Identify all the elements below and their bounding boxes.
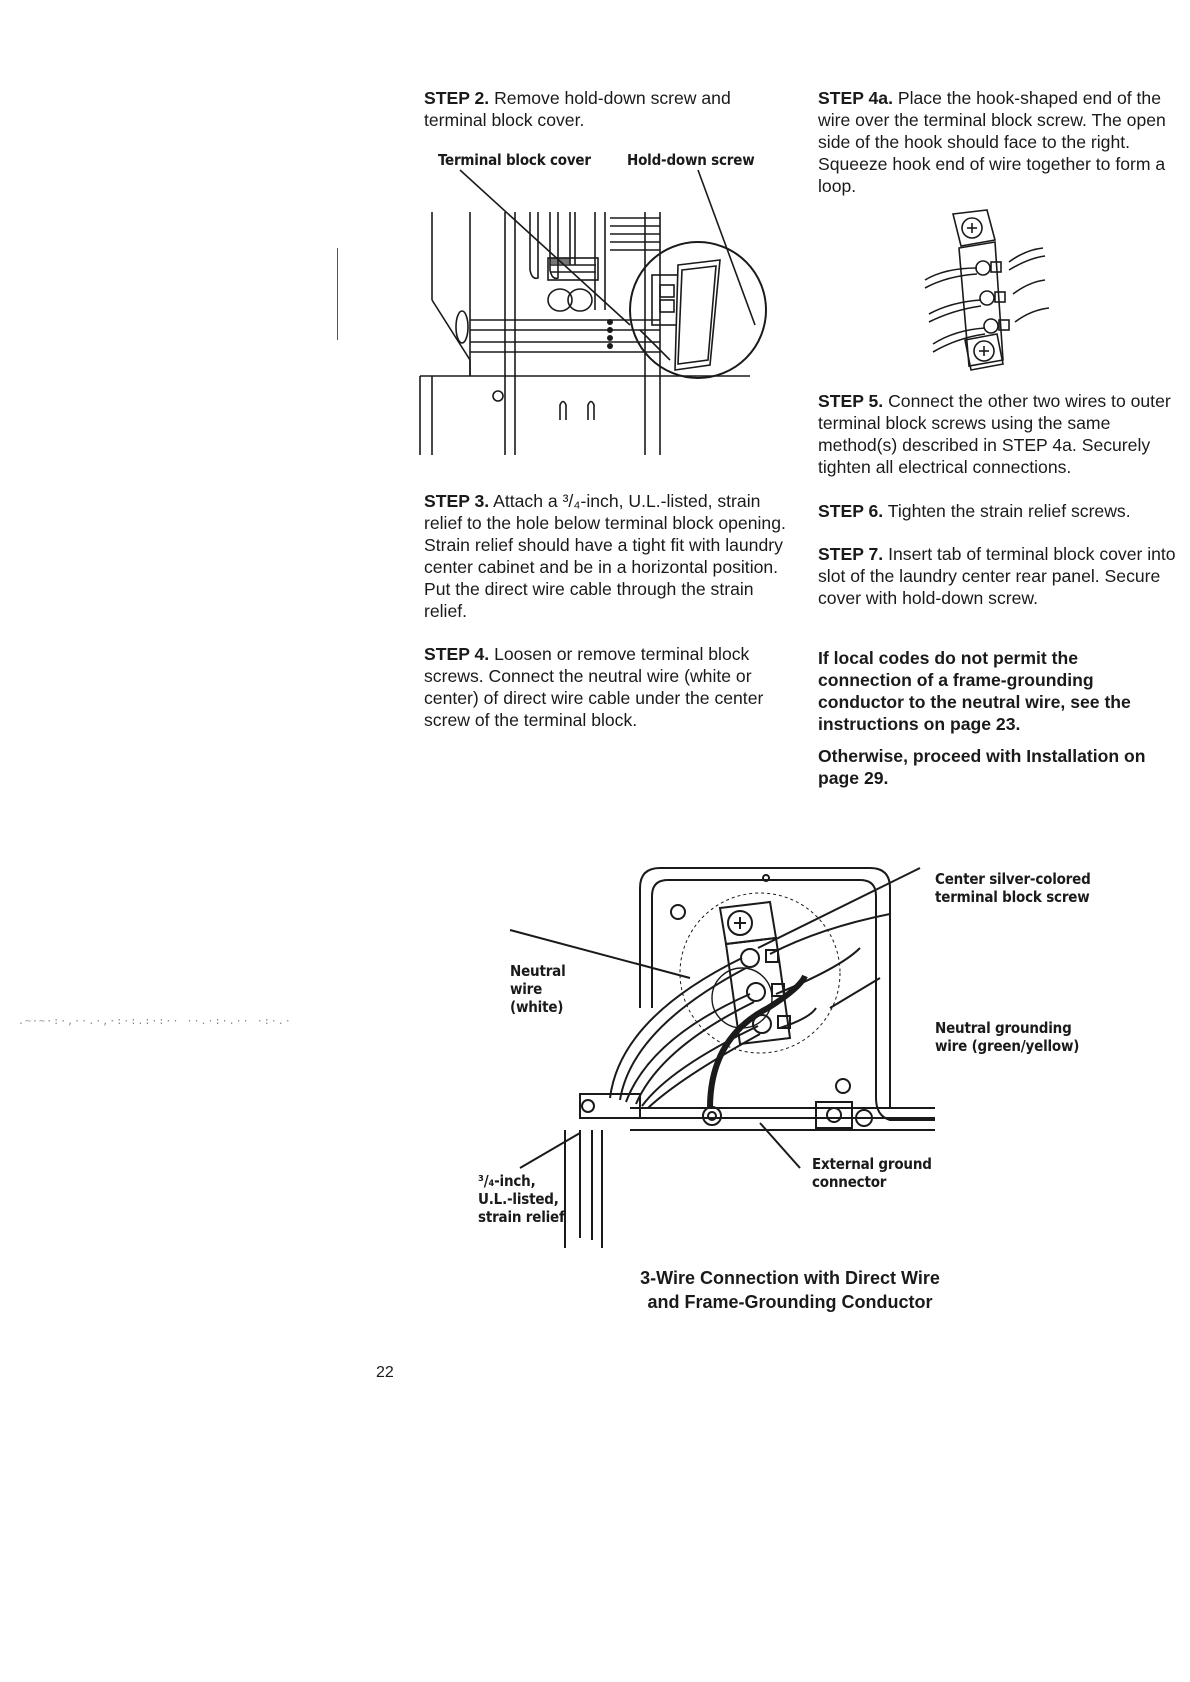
step-4a-label: STEP 4a.: [818, 88, 893, 108]
label-strain-relief-line2: U.L.-listed,: [478, 1190, 559, 1208]
step-3-text: Attach a ³/₄-inch, U.L.-listed, strain relief to the hole below terminal block opening. Strain relief should have a tight fit with laundry center cabinet and be in a horizontal position. Put the direct wire cable through the strain relief.: [424, 491, 786, 621]
step-4-label: STEP 4.: [424, 644, 490, 664]
step-6: [818, 500, 1190, 522]
label-neutral-wire-line3: (white): [510, 998, 564, 1016]
scan-edge-mark: [337, 248, 338, 340]
label-center-screw-line2: terminal block screw: [935, 888, 1090, 906]
figure-caption-line1: 3-Wire Connection with Direct Wire: [640, 1268, 940, 1288]
page-number: 22: [376, 1364, 394, 1381]
step-5-text: Connect the other two wires to outer terminal block screws using the same method(s) described in STEP 4a. Securely tighten all electrical connections.: [818, 391, 1171, 477]
figure-caption: [590, 1266, 990, 1314]
figure-terminal-block-hooks: [925, 210, 1055, 380]
step-5: [818, 390, 1190, 478]
label-neutral-grounding-wire: [935, 1019, 1079, 1055]
step-7-text: Insert tab of terminal block cover into slot of the laundry center rear panel. Secure cover with hold-down screw.: [818, 544, 1176, 608]
step-2-text: Remove hold-down screw and terminal block cover.: [424, 88, 731, 130]
step-7-label: STEP 7.: [818, 544, 884, 564]
label-external-ground-line2: connector: [812, 1173, 887, 1191]
figure-terminal-block-cover: [420, 170, 800, 460]
label-external-ground-line1: External ground: [812, 1155, 932, 1173]
label-strain-relief-line3: strain relief: [478, 1208, 565, 1226]
step-2-label: STEP 2.: [424, 88, 490, 108]
figure-caption-line2: and Frame-Grounding Conductor: [647, 1292, 933, 1312]
label-hold-down-screw: Hold-down screw: [627, 151, 755, 169]
step-6-label: STEP 6.: [818, 501, 884, 521]
step-3-label: STEP 3.: [424, 491, 490, 511]
step-4: [424, 643, 799, 731]
step-5-label: STEP 5.: [818, 391, 884, 411]
step-4a: [818, 87, 1190, 197]
label-center-screw-line1: Center silver-colored: [935, 870, 1091, 888]
label-neutral-wire: [510, 962, 566, 1016]
local-codes-note: If local codes do not permit the connection of a frame-grounding conductor to the neutral wire, see the instructions on page 23.: [818, 648, 1131, 734]
label-neutral-wire-line1: Neutral: [510, 962, 566, 980]
step-4a-text: Place the hook-shaped end of the wire over the terminal block screw. The open side of the hook should face to the right. Squeeze hook end of wire together to form a loop.: [818, 88, 1166, 196]
label-neutral-grounding-line1: Neutral grounding: [935, 1019, 1072, 1037]
label-center-screw: [935, 870, 1091, 906]
proceed-note: Otherwise, proceed with Installation on page 29.: [818, 746, 1146, 788]
label-external-ground: [812, 1155, 932, 1191]
step-2: [424, 87, 794, 131]
step-4-text: Loosen or remove terminal block screws. Connect the neutral wire (white or center) of direct wire cable under the center screw of the terminal block.: [424, 644, 764, 730]
label-neutral-wire-line2: wire: [510, 980, 543, 998]
scan-noise: .~·~·:·,··.·,·:·:.:·:·· ··.·:·.·· ·:·.·: [18, 1016, 292, 1027]
label-strain-relief: [478, 1172, 565, 1226]
step-3: [424, 490, 799, 622]
step-6-text: Tighten the strain relief screws.: [887, 501, 1131, 521]
figure-3-wire-connection: [590, 868, 950, 1258]
label-neutral-grounding-line2: wire (green/yellow): [935, 1037, 1080, 1055]
label-terminal-block-cover: Terminal block cover: [438, 151, 591, 169]
label-strain-relief-line1: ³/₄-inch,: [478, 1172, 536, 1190]
step-7: [818, 543, 1190, 609]
